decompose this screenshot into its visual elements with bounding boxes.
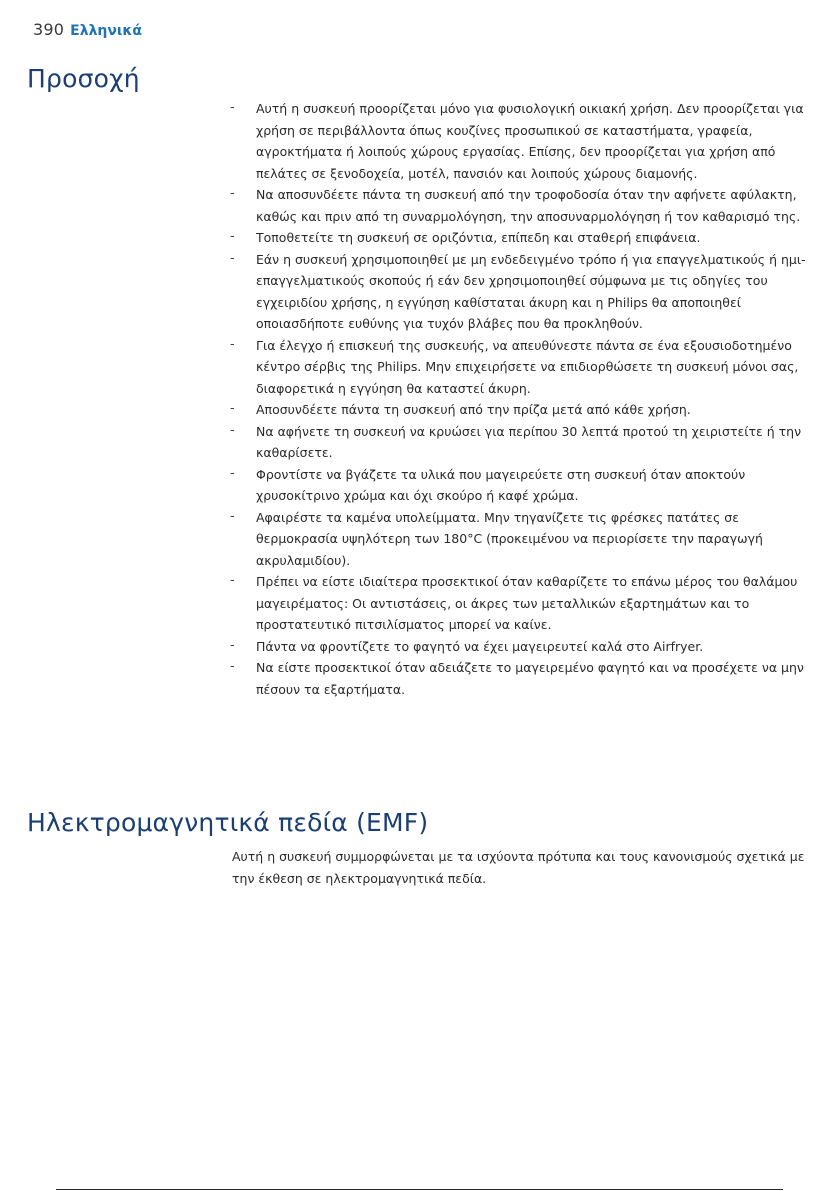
list-item-text: Αποσυνδέετε πάντα τη συσκευή από την πρίζα μετά από κάθε χρήση. [256, 402, 691, 417]
list-item-text: Αφαιρέστε τα καμένα υπολείμματα. Μην τηγανίζετε τις φρέσκες πατάτες σε θερμοκρασία υψηλότερη των 180°C (προκειμένου να περιορίσετε την παραγωγή ακρυλαμιδίου). [256, 509, 763, 568]
list-item [230, 249, 810, 335]
bullet-dash: - [230, 99, 235, 114]
section-title-caution: Προσοχή [27, 64, 140, 93]
bullet-dash: - [230, 658, 235, 673]
list-item-text: Αυτή η συσκευή προορίζεται μόνο για φυσιολογική οικιακή χρήση. Δεν προορίζεται για χρήση σε περιβάλλοντα όπως κουζίνες προσωπικού σε καταστήματα, γραφεία, αγροκτήματα ή λοιπούς χώρους εργασίας. Επίσης, δεν προορίζεται για χρήση από πελάτες σε ξενοδοχεία, μοτέλ, πανσιόν και λοιπούς χώρους διαμονής. [256, 101, 804, 181]
list-item [230, 335, 810, 400]
list-item-text: Πρέπει να είστε ιδιαίτερα προσεκτικοί όταν καθαρίζετε το επάνω μέρος του θαλάμου μαγειρέματος: Οι αντιστάσεις, οι άκρες των μεταλλικών εξαρτημάτων και το προστατευτικό πιτσιλίσματος μπορεί να καίνε. [256, 574, 798, 632]
bullet-dash: - [230, 464, 235, 480]
list-item [230, 636, 810, 658]
bullet-dash: - [230, 572, 235, 587]
footer-divider [56, 1189, 783, 1190]
bullet-dash: - [230, 228, 235, 243]
list-item [230, 507, 810, 572]
list-item [230, 571, 810, 636]
page-header [33, 20, 142, 39]
emf-paragraph: Αυτή η συσκευή συμμορφώνεται με τα ισχύοντα πρότυπα και τους κανονισμούς σχετικά με την έκθεση σε ηλεκτρομαγνητικά πεδία. [232, 849, 805, 886]
list-item-text: Για έλεγχο ή επισκευή της συσκευής, να απευθύνεστε πάντα σε ένα εξουσιοδοτημένο κέντρο σέρβις της Philips. Μην επιχειρήσετε να επιδιορθώσετε τη συσκευή μόνοι σας, διαφορετικά η εγγύηση θα καταστεί άκυρη. [256, 337, 799, 396]
caution-list [230, 98, 810, 700]
list-item [230, 399, 810, 421]
list-item-text: Πάντα να φροντίζετε το φαγητό να έχει μαγειρευτεί καλά στο Airfryer. [256, 638, 704, 654]
bullet-dash: - [230, 400, 235, 415]
bullet-dash: - [230, 185, 235, 200]
page-number: 390 [33, 20, 65, 39]
section-title-emf: Ηλεκτρομαγνητικά πεδία (EMF) [27, 808, 429, 837]
language-label: Ελληνικά [70, 23, 142, 39]
list-item [230, 421, 810, 464]
bullet-dash: - [230, 421, 235, 437]
list-item-text: Να αφήνετε τη συσκευή να κρυώσει για περίπου 30 λεπτά προτού τη χειριστείτε ή την καθαρίσετε. [256, 423, 802, 460]
bullet-dash: - [230, 507, 235, 523]
list-item [230, 657, 810, 700]
list-item-text: Να είστε προσεκτικοί όταν αδειάζετε το μαγειρεμένο φαγητό και να προσέχετε να μην πέσουν τα εξαρτήματα. [256, 660, 804, 697]
list-item-text: Τοποθετείτε τη συσκευή σε οριζόντια, επίπεδη και σταθερή επιφάνεια. [256, 230, 701, 245]
bullet-dash: - [230, 249, 235, 265]
list-item-text: Εάν η συσκευή χρησιμοποιηθεί με μη ενδεδειγμένο τρόπο ή για επαγγελματικούς ή ημι-επαγγελματικούς σκοπούς ή εάν δεν χρησιμοποιηθεί σύμφωνα με τις οδηγίες του εγχειριδίου χρήσης, η εγγύηση καθίσταται άκυρη και η Philips θα αποποιηθεί οποιασδήποτε ευθύνης για τυχόν βλάβες που θα προκληθούν. [256, 251, 806, 331]
list-item [230, 184, 810, 227]
list-item [230, 98, 810, 184]
list-item [230, 464, 810, 507]
list-item-text: Να αποσυνδέετε πάντα τη συσκευή από την τροφοδοσία όταν την αφήνετε αφύλακτη, καθώς και πριν από τη συναρμολόγηση, την αποσυναρμολόγηση ή τον καθαρισμό της. [256, 187, 801, 224]
list-item [230, 227, 810, 249]
bullet-dash: - [230, 335, 235, 351]
list-item-text: Φροντίστε να βγάζετε τα υλικά που μαγειρεύετε στη συσκευή όταν αποκτούν χρυσοκίτρινο χρώμα και όχι σκούρο ή καφέ χρώμα. [256, 466, 746, 503]
bullet-dash: - [230, 636, 235, 652]
